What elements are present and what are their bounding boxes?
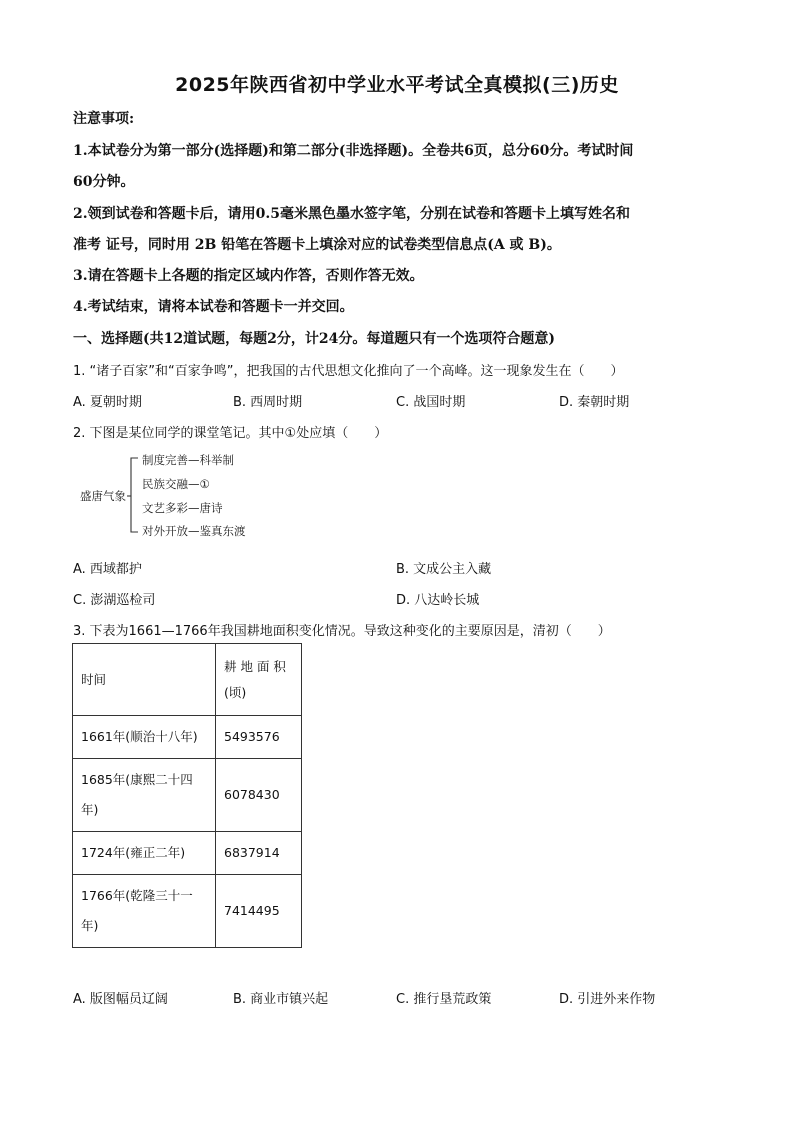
question-1-option-d[interactable]: D. 秦朝时期 [559,395,630,410]
question-1-option-a[interactable]: A. 夏朝时期 [73,395,142,410]
table-header-area: 耕 地 面 积 (顷) [216,644,302,716]
table-cell-area: 7414495 [216,875,302,948]
notice-line-6: 4.考试结束，请将本试卷和答题卡一并交回。 [73,299,354,315]
question-2-option-c[interactable]: C. 澎湖巡检司 [73,593,156,608]
question-2-option-a[interactable]: A. 西域都护 [73,562,142,577]
table-cell-time: 1661年(顺治十八年) [73,716,216,759]
question-1-option-c[interactable]: C. 战国时期 [396,395,466,410]
notice-line-2: 60分钟。 [73,174,135,190]
page-title: 2025年陕西省初中学业水平考试全真模拟(三)历史 [175,74,619,96]
table-row [73,759,302,832]
question-3-option-a[interactable]: A. 版图幅员辽阔 [73,992,168,1007]
question-2-option-b[interactable]: B. 文成公主入藏 [396,562,492,577]
question-2-stem: 2. 下图是某位同学的课堂笔记。其中①处应填（ ） [73,426,388,441]
notes-center-label: 盛唐气象 [80,489,126,503]
table-header-row [73,644,302,716]
question-1-stem: 1. “诸子百家”和“百家争鸣”，把我国的古代思想文化推向了一个高峰。这一现象发生在（ ） [73,364,624,379]
notice-line-4: 准考 证号，同时用 2B 铅笔在答题卡上填涂对应的试卷类型信息点(A 或 B)。 [73,237,561,253]
table-cell-area: 6078430 [216,759,302,832]
section-heading: 一、选择题(共12道试题，每题2分，计24分。每道题只有一个选项符合题意) [73,331,555,347]
notes-item-1: 制度完善—科举制 [142,453,234,467]
table-cell-time: 1724年(雍正二年) [73,832,216,875]
question-3-option-b[interactable]: B. 商业市镇兴起 [233,992,329,1007]
notice-line-1: 1.本试卷分为第一部分(选择题)和第二部分(非选择题)。全卷共6页，总分60分。考试时间 [73,143,634,159]
table-row [73,875,302,948]
notes-item-3: 文艺多彩—唐诗 [142,501,223,515]
table-cell-area: 5493576 [216,716,302,759]
table-row [73,716,302,759]
question-3-stem: 3. 下表为1661—1766年我国耕地面积变化情况。导致这种变化的主要原因是，清初（ ） [73,624,611,639]
question-3-option-c[interactable]: C. 推行垦荒政策 [396,992,492,1007]
notice-heading: 注意事项: [73,111,135,127]
cultivated-land-table [72,643,302,948]
notes-item-4: 对外开放—鉴真东渡 [142,524,246,538]
table-header-time: 时间 [73,644,216,716]
notice-line-3: 2.领到试卷和答题卡后，请用0.5毫米黑色墨水签字笔，分别在试卷和答题卡上填写姓名和 [73,206,630,222]
class-notes-figure [80,452,280,542]
table-cell-time: 1685年(康熙二十四 年) [73,759,216,832]
table-cell-area: 6837914 [216,832,302,875]
notes-item-2: 民族交融—① [142,477,210,491]
table-row [73,832,302,875]
question-3-option-d[interactable]: D. 引进外来作物 [559,992,656,1007]
table-cell-time: 1766年(乾隆三十一 年) [73,875,216,948]
question-2-option-d[interactable]: D. 八达岭长城 [396,593,480,608]
question-1-option-b[interactable]: B. 西周时期 [233,395,303,410]
notice-line-5: 3.请在答题卡上各题的指定区域内作答，否则作答无效。 [73,268,424,284]
